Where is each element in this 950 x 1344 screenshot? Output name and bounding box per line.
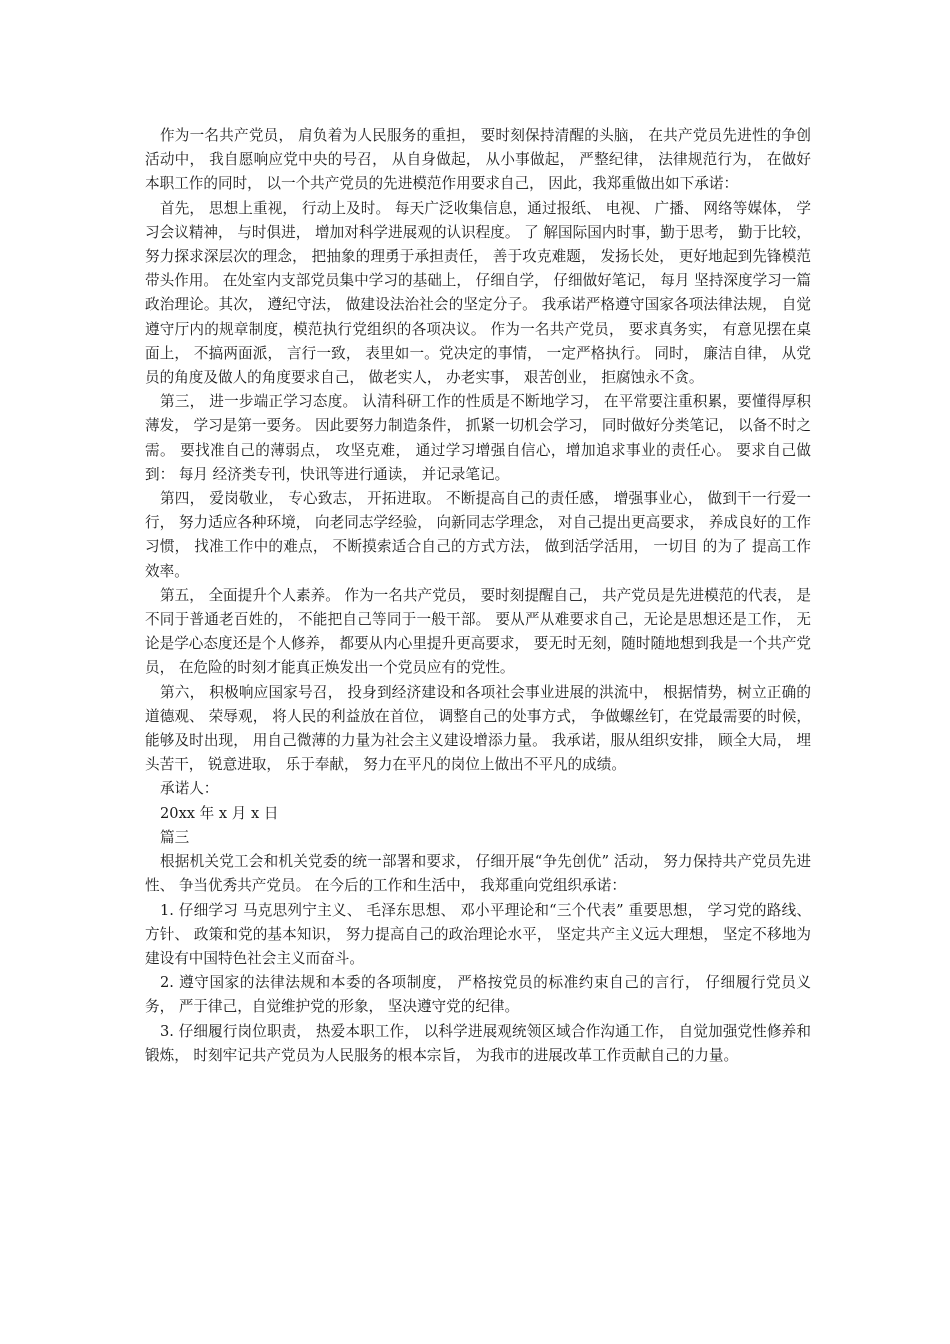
paragraph-sixth: 第六， 积极响应国家号召， 投身到经济建设和各项社会事业进展的洪流中， 根据情势，树立正确的道德观、 荣辱观， 将人民的利益放在首位， 调整自己的处事方式， 争做螺丝钉，在党最需要的时候， 能够及时出现， 用自己微薄的力量为社会主义建设增添力量。 我承诺，服从组织安排， 顾全大局， 埋头苦干， 锐意进取， 乐于奉献， 努力在平凡的岗位上做出不平凡的成绩。 (145, 683, 811, 774)
paragraph-first: 首先， 思想上重视， 行动上及时。 每天广泛收集信息，通过报纸、 电视、 广播、 网络等媒体， 学习会议精神， 与时俱进， 增加对科学进展观的认识程度。 了 解国际国内时事，勤于思考， 勤于比较， 努力探求深层次的理念， 把抽象的理勇于承担责任， 善于攻克难题， 发扬长处， 更好地起到先锋模范带头作用。 在处室内支部党员集中学习的基础上， 仔细自学， 仔细做好笔记， 每月 坚持深度学习一篇政治理论。其次， 遵纪守法， 做建设法治社会的坚定分子。 我承诺严格遵守国家各项法律法规， 自觉遵守厅内的规章制度，模范执行党组织的各项决议。 作为一名共产党员， 要求真务实， 有意见摆在桌面上， 不搞两面派， 言行一致， 表里如一。党决定的事情， 一定严格执行。 同时， 廉洁自律， 从党员的角度及做人的角度要求自己， 做老实人， 办老实事， 艰苦创业， 拒腐蚀永不贪。 (145, 199, 811, 387)
pledge-item-1: 1. 仔细学习 马克思列宁主义、 毛泽东思想、 邓小平理论和“三个代表” 重要思想， 学习党的路线、 方针、 政策和党的基本知识， 努力提高自己的政治理论水平， 坚定共产主义远大理想， 坚定不移地为建设有中国特色社会主义而奋斗。 (145, 901, 811, 967)
paragraph-intro: 作为一名共产党员， 肩负着为人民服务的重担， 要时刻保持清醒的头脑， 在共产党员先进性的争创活动中， 我自愿响应党中央的号召， 从自身做起， 从小事做起， 严整纪律， 法律规范行为， 在做好本职工作的同时， 以一个共产党员的先进模范作用要求自己， 因此，我郑重做出如下承诺： (145, 127, 811, 193)
paragraph-fourth: 第四， 爱岗敬业， 专心致志， 开拓进取。 不断提高自己的责任感， 增强事业心， 做到干一行爱一行， 努力适应各种环境， 向老同志学经验， 向新同志学理念， 对自己提出更高要求， 养成良好的工作习惯， 找准工作中的难点， 不断摸索适合自己的方式方法， 做到活学活用， 一切目 的为了 提高工作效率。 (145, 490, 811, 580)
pledge-item-3: 3. 仔细履行岗位职责， 热爱本职工作， 以科学进展观统领区域合作沟通工作， 自觉加强党性修养和锻炼， 时刻牢记共产党员为人民服务的根本宗旨， 为我市的进展改革工作贡献自己的力量。 (145, 1022, 811, 1064)
signature-label: 承诺人： (160, 780, 219, 798)
paragraph-third: 第三， 进一步端正学习态度。 认清科研工作的性质是不断地学习， 在平常要注重积累，要懂得厚积薄发， 学习是第一要务。 因此要努力制造条件， 抓紧一切机会学习， 同时做好分类笔记， 以备不时之需。 要找准自己的薄弱点， 攻坚克难， 通过学习增强自信心，增加追求事业的责任心。 要求自己做到： 每月 经济类专刊，快讯等进行通读， 并记录笔记。 (145, 393, 811, 483)
signature-date: 20xx 年 x 月 x 日 (160, 804, 279, 822)
paragraph-fifth: 第五， 全面提升个人素养。 作为一名共产党员， 要时刻提醒自己， 共产党员是先进模范的代表， 是不同于普通老百姓的， 不能把自己等同于一般干部。 要从严从难要求自己，无论是思想还是工作， 无论是学心态度还是个人修养， 都要从内心里提升更高要求， 要无时无刻，随时随地想到我是一个共产党员， 在危险的时刻才能真正焕发出一个党员应有的党性。 (145, 586, 812, 677)
section-intro: 根据机关党工会和机关党委的统一部署和要求， 仔细开展“争先创优” 活动， 努力保持共产党员先进性、 争当优秀共产党员。 在今后的工作和生活中， 我郑重向党组织承诺： (145, 853, 811, 895)
section-title: 篇三 (160, 828, 190, 846)
pledge-item-2: 2. 遵守国家的法律法规和本委的各项制度， 严格按党员的标准约束自己的言行， 仔细履行党员义务， 严于律己，自觉维护党的形象， 坚决遵守党的纪律。 (145, 974, 811, 1016)
document-body (145, 124, 811, 1068)
